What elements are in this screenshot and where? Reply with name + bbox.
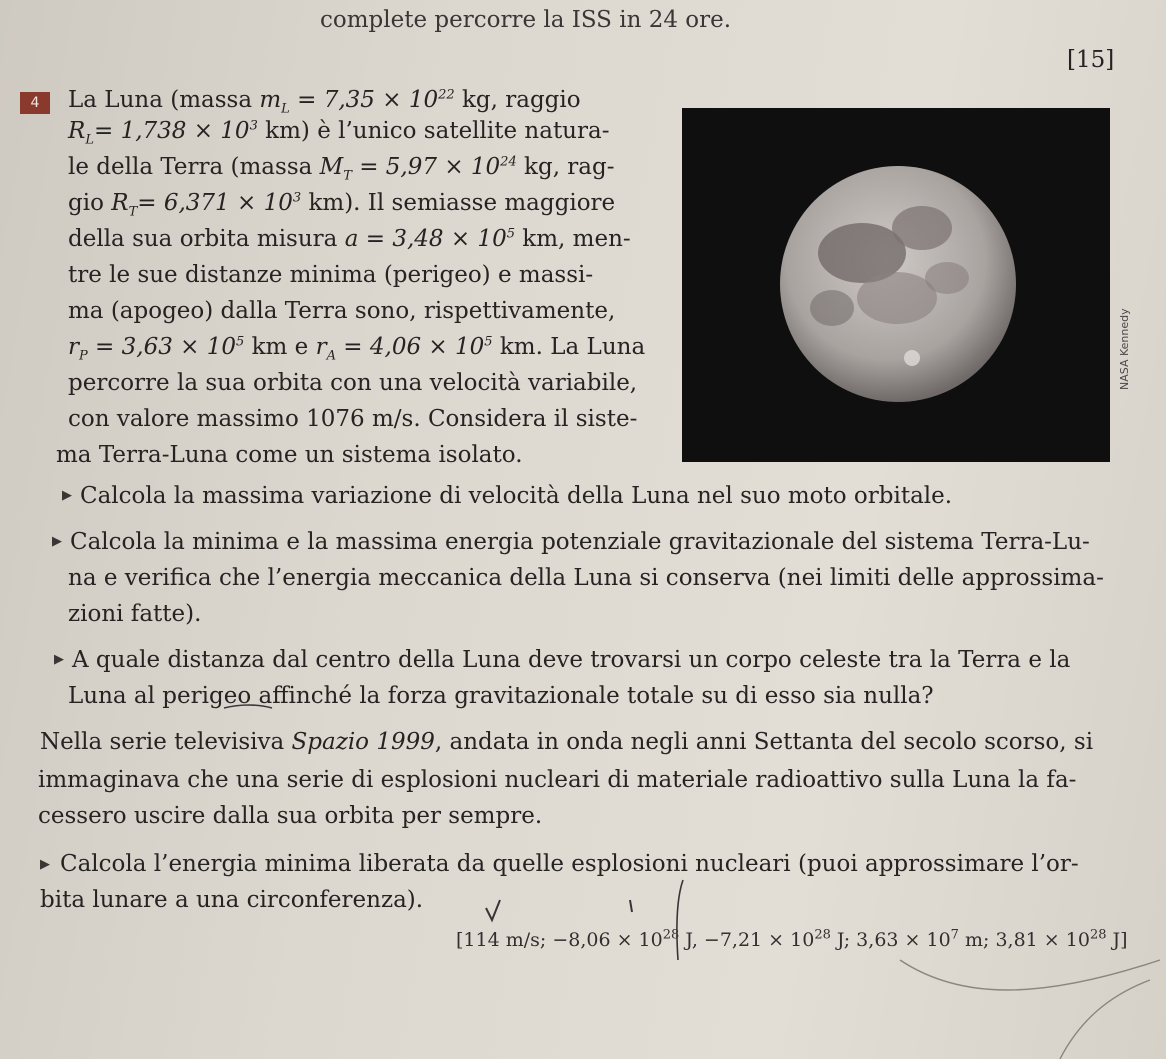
context-line-2: immaginava che una serie di esplosioni nucleari di materiale radioattivo sulla Luna la fa- bbox=[38, 767, 1077, 793]
context-line-3: cessero uscire dalla sua orbita per sempre. bbox=[38, 803, 543, 829]
last-question-line-1: Calcola l’energia minima liberata da quelle esplosioni nucleari (puoi approssimare l’or- bbox=[60, 851, 1079, 877]
problem-line-3: le della Terra (massa $M_T = 5,97 \times 10^{24}$ kg, rag- bbox=[68, 154, 615, 184]
problem-line-6: tre le sue distanze minima (perigeo) e massi- bbox=[68, 262, 594, 288]
question-2-line-3: zioni fatte). bbox=[68, 601, 202, 627]
photo-credit: NASA Kennedy bbox=[1118, 308, 1131, 390]
bullet-icon: ▶ bbox=[52, 534, 62, 549]
question-1: Calcola la massima variazione di velocità della Luna nel suo moto orbitale. bbox=[80, 483, 953, 509]
context-line-1: Nella serie televisiva Spazio 1999, andata in onda negli anni Settanta del secolo scorso, si bbox=[40, 729, 1094, 755]
problem-number-badge: 4 bbox=[20, 92, 50, 114]
question-2-line-1: Calcola la minima e la massima energia potenziale gravitazionale del sistema Terra-Lu- bbox=[70, 529, 1090, 555]
problem-line-10: con valore massimo 1076 m/s. Considera il siste- bbox=[68, 406, 638, 432]
problem-line-4: gio $R_T= 6,371 \times 10^3$ km). Il semiasse maggiore bbox=[68, 190, 616, 220]
question-3-line-2: Luna al perigeo affinché la forza gravitazionale totale su di esso sia nulla? bbox=[68, 683, 934, 709]
bullet-icon: ▶ bbox=[40, 857, 50, 872]
moon-photo bbox=[682, 108, 1110, 462]
previous-problem-text: complete percorre la ISS in 24 ore. bbox=[320, 7, 732, 33]
bullet-icon: ▶ bbox=[62, 488, 72, 503]
question-3-line-1: A quale distanza dal centro della Luna deve trovarsi un corpo celeste tra la Terra e la bbox=[72, 647, 1071, 673]
problem-line-9: percorre la sua orbita con una velocità variabile, bbox=[68, 370, 638, 396]
points-label: [15] bbox=[1067, 47, 1115, 73]
answers-line: [114 m/s; $-8,06 \times 10^{28}$ J, $-7,21 \times 10^{28}$ J; $3,63 \times 10^7$ m; $3,81 \times 10^{28}$ J] bbox=[456, 927, 1128, 951]
question-2-line-2: na e verifica che l’energia meccanica della Luna si conserva (nei limiti delle approssima- bbox=[68, 565, 1104, 591]
moon-image bbox=[682, 108, 1110, 462]
problem-line-7: ma (apogeo) dalla Terra sono, rispettivamente, bbox=[68, 298, 616, 324]
problem-line-8: $r_P = 3,63 \times 10^5$ km e $r_A = 4,06 \times 10^5$ km. La Luna bbox=[68, 334, 646, 364]
problem-line-5: della sua orbita misura $a = 3,48 \times 10^5$ km, men- bbox=[68, 226, 631, 252]
problem-line-2: $R_L= 1,738 \times 10^3$ km) è l’unico satellite natura- bbox=[68, 118, 610, 148]
bullet-icon: ▶ bbox=[54, 652, 64, 667]
problem-line-11: ma Terra-Luna come un sistema isolato. bbox=[56, 442, 523, 468]
last-question-line-2: bita lunare a una circonferenza). bbox=[40, 887, 424, 913]
problem-line-1: La Luna (massa $m_L = 7,35 \times 10^{22}$ kg, raggio bbox=[68, 87, 581, 117]
